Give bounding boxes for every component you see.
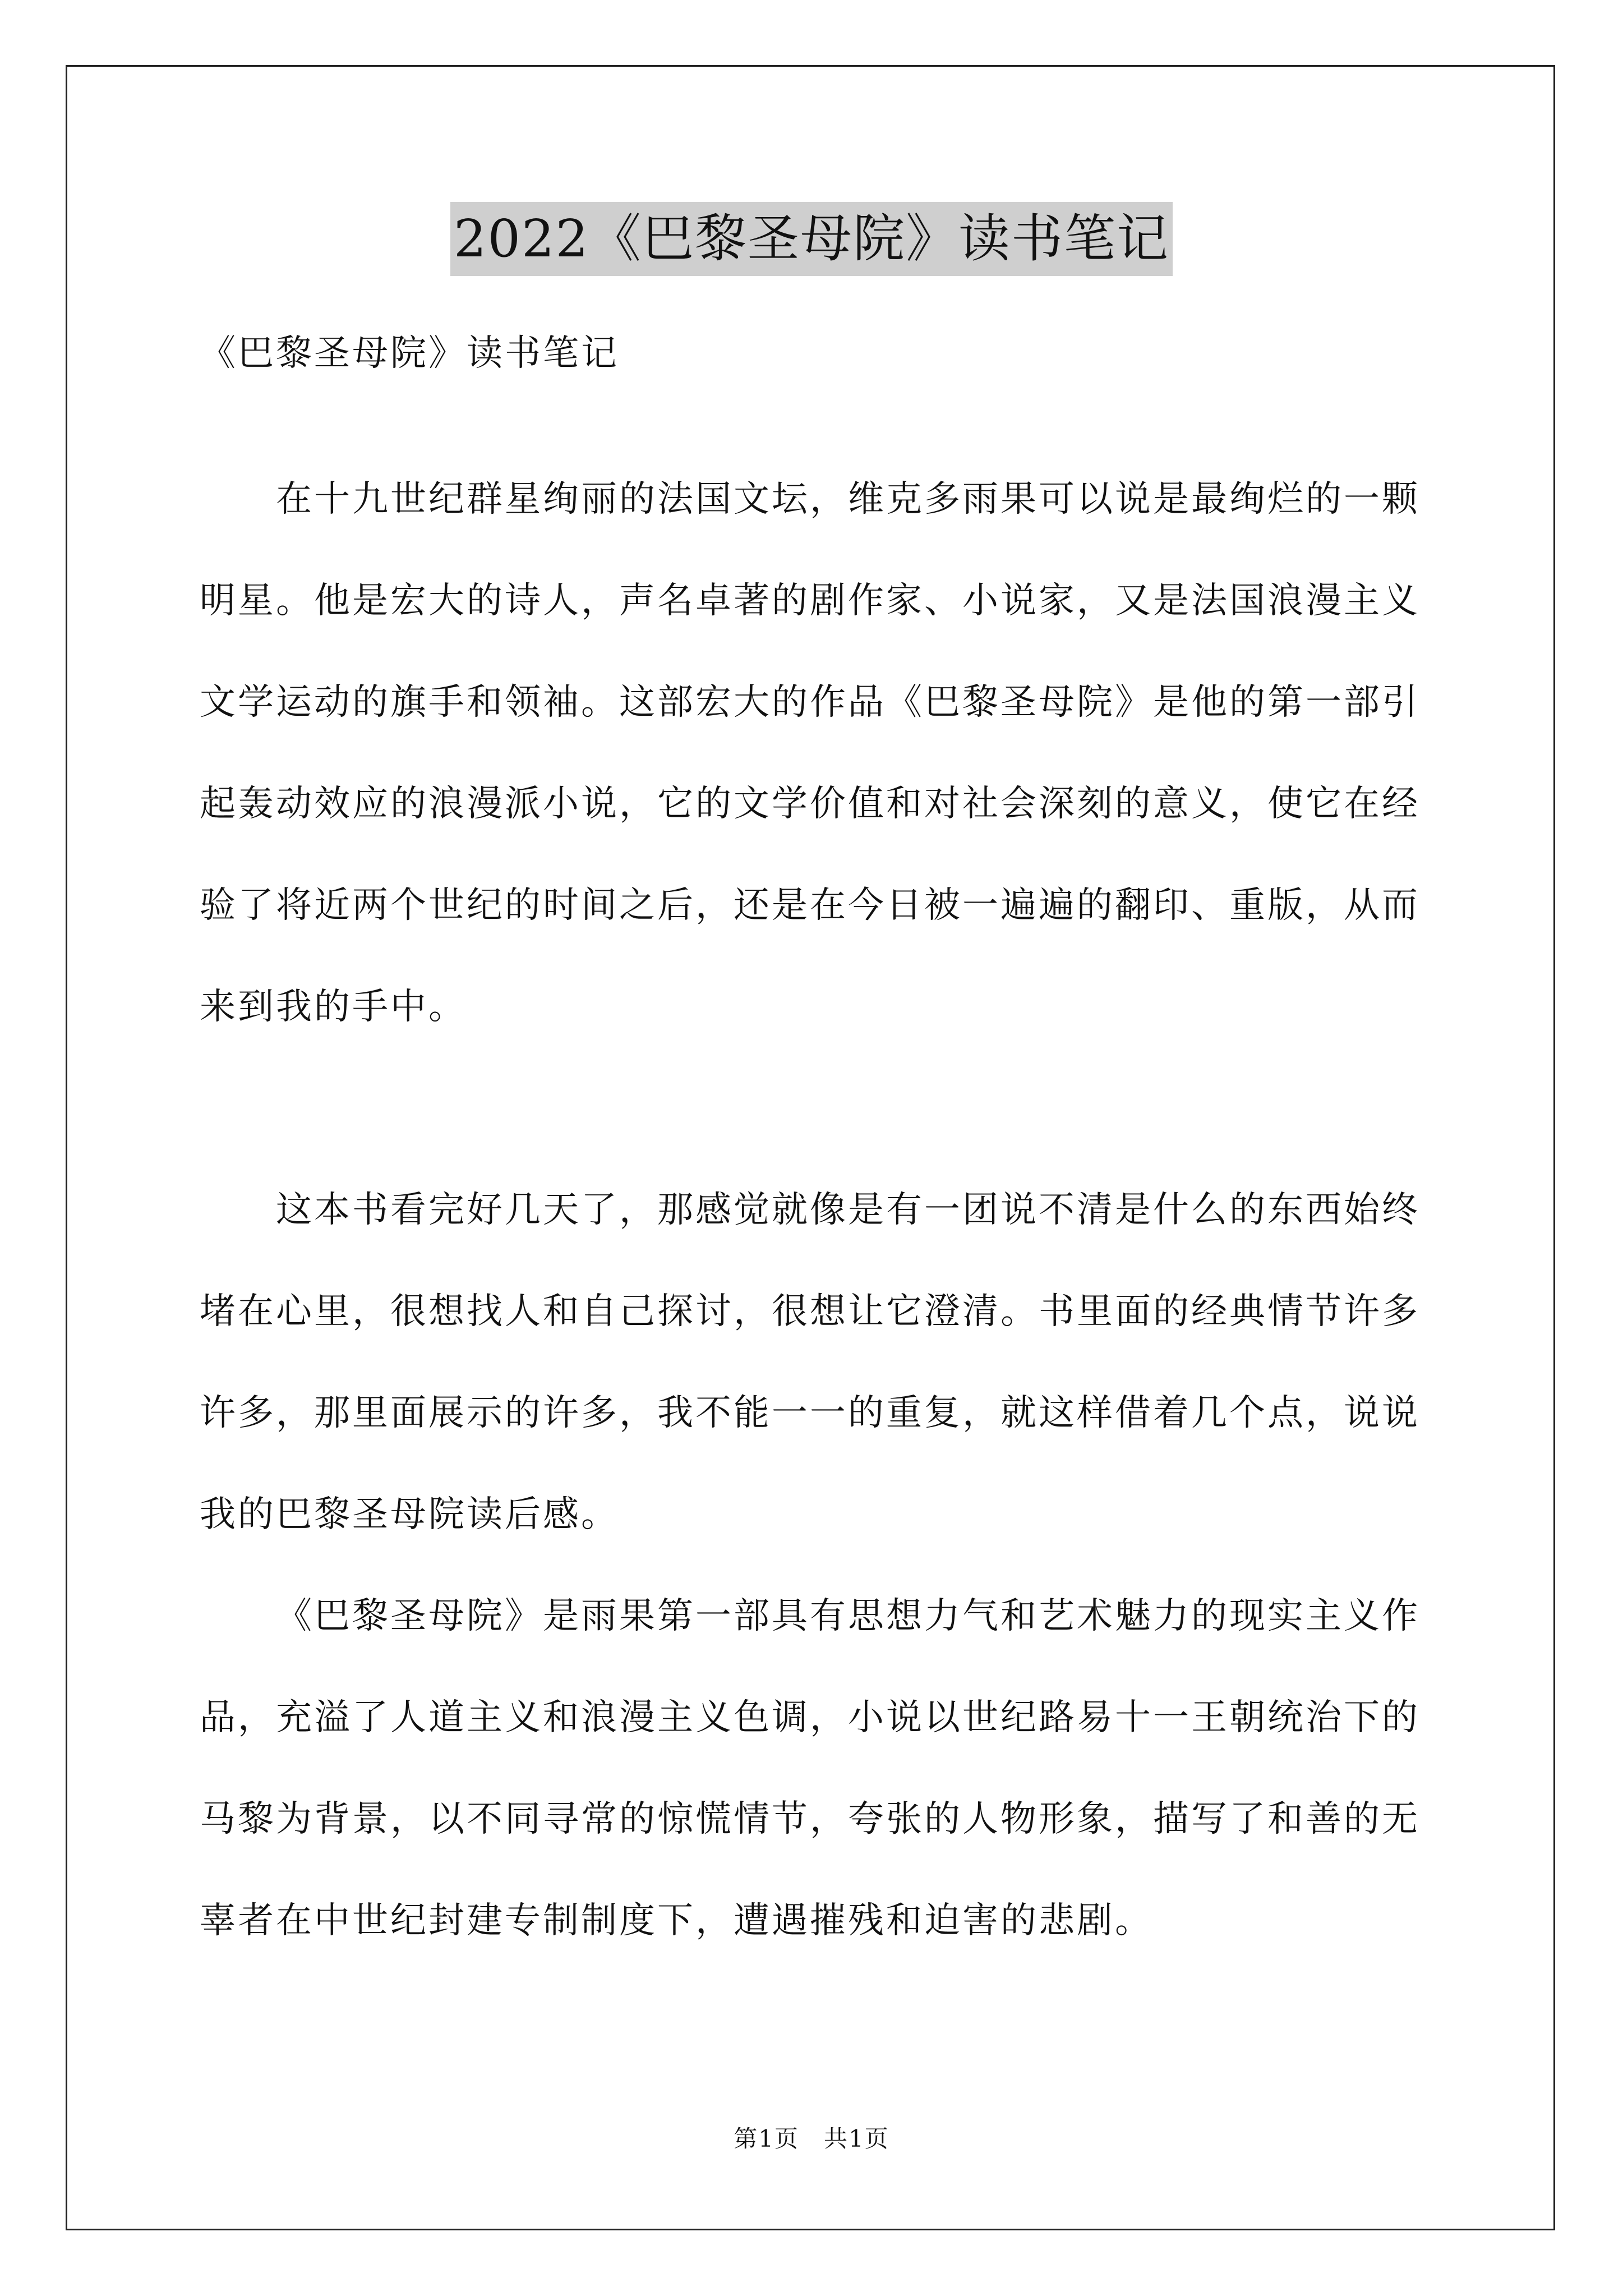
document-body bbox=[200, 320, 1433, 1972]
page-number: 第1页 共1页 bbox=[734, 2125, 889, 2152]
document-title: 2022《巴黎圣母院》读书笔记 bbox=[450, 202, 1173, 276]
page-footer bbox=[0, 2120, 1623, 2154]
paragraph-1: 在十九世纪群星绚丽的法国文坛，维克多雨果可以说是最绚烂的一颗明星。他是宏大的诗人，声名卓著的剧作家、小说家，又是法国浪漫主义文学运动的旗手和领袖。这部宏大的作品《巴黎圣母院》是他的第一部引起轰动效应的浪漫派小说，它的文学价值和对社会深刻的意义，使它在经验了将近两个世纪的时间之后，还是在今日被一遍遍的翻印、重版，从而来到我的手中。 bbox=[200, 478, 1420, 1028]
paragraph-3: 《巴黎圣母院》是雨果第一部具有思想力气和艺术魅力的现实主义作品，充溢了人道主义和浪漫主义色调，小说以世纪路易十一王朝统治下的马黎为背景，以不同寻常的惊慌情节，夸张的人物形象，描写了和善的无辜者在中世纪封建专制制度下，遭遇摧残和迫害的悲剧。 bbox=[200, 1595, 1420, 1941]
title-container bbox=[0, 202, 1623, 276]
paragraph-gap bbox=[200, 1058, 1433, 1159]
document-subtitle: 《巴黎圣母院》读书笔记 bbox=[200, 333, 619, 374]
paragraph-2: 这本书看完好几天了，那感觉就像是有一团说不清是什么的东西始终堵在心里，很想找人和自己探讨，很想让它澄清。书里面的经典情节许多许多，那里面展示的许多，我不能一一的重复，就这样借着几个点，说说我的巴黎圣母院读后感。 bbox=[200, 1189, 1420, 1535]
